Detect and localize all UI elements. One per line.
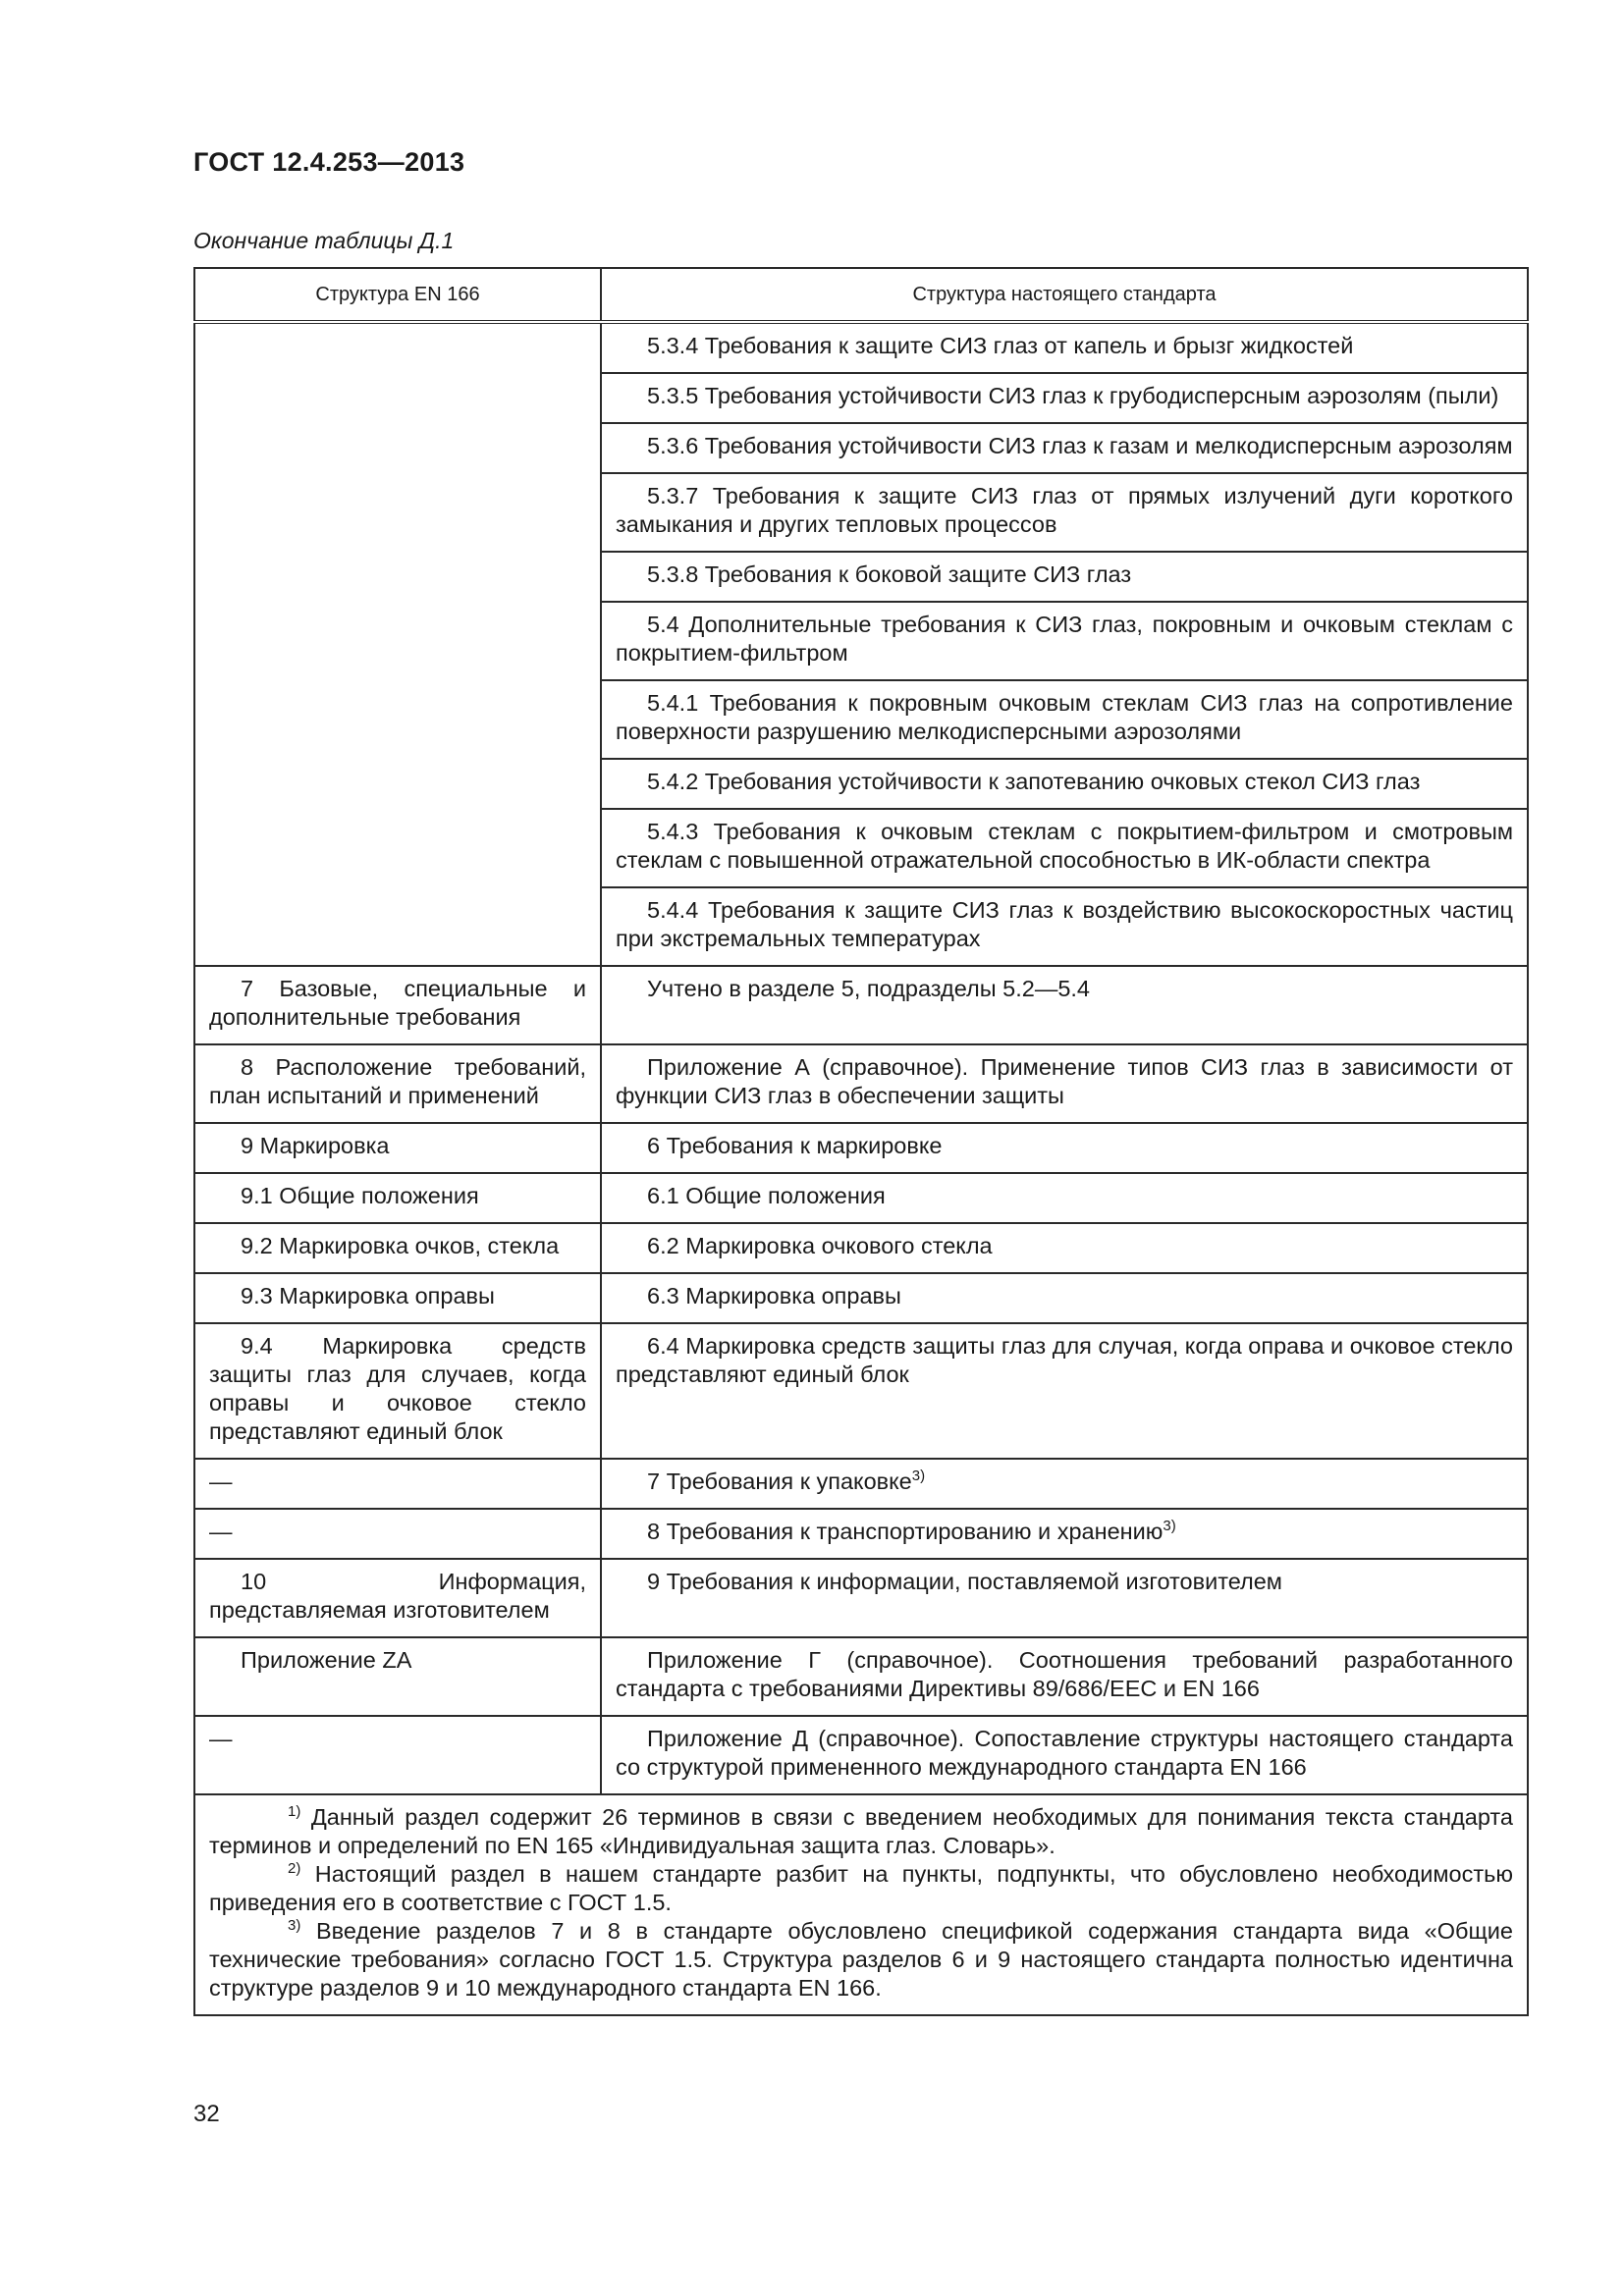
table-row — [194, 1273, 1528, 1323]
cell-5-3-4: 5.3.4 Требования к защите СИЗ глаз от капель и брызг жидкостей — [601, 322, 1528, 373]
footnotes-row — [194, 1794, 1528, 2015]
footnote-mark: 2) — [288, 1860, 301, 1877]
table-row — [194, 1223, 1528, 1273]
cell-en-10: 10 Информация, представляемая изготовителем — [194, 1559, 601, 1637]
footnote-2 — [209, 1860, 1513, 1917]
cell-std-packaging — [601, 1459, 1528, 1509]
cell-std-9-2: 6.2 Маркировка очкового стекла — [601, 1223, 1528, 1273]
table-row — [194, 1123, 1528, 1173]
table-row — [194, 1173, 1528, 1223]
cell-en-9: 9 Маркировка — [194, 1123, 601, 1173]
table-row — [194, 1637, 1528, 1716]
cell-std-9-3: 6.3 Маркировка оправы — [601, 1273, 1528, 1323]
cell-std-9: 6 Требования к маркировке — [601, 1123, 1528, 1173]
cell-5-3-6: 5.3.6 Требования устойчивости СИЗ глаз к газам и мелкодисперсным аэрозолям — [601, 423, 1528, 473]
table-row — [194, 322, 1528, 373]
document-code: ГОСТ 12.4.253—2013 — [193, 147, 465, 177]
table-row — [194, 1459, 1528, 1509]
footnote-text: Введение разделов 7 и 8 в стандарте обусловлено спецификой содержания стандарта вида «Общие технические требования» согласно ГОСТ 1.5. Структура разделов 6 и 9 настоящего стандарта полностью идентична структуре разделов 9 и 10 международного стандарта EN 166. — [209, 1918, 1513, 2001]
packaging-text: 7 Требования к упаковке — [647, 1468, 912, 1494]
table-header-row — [194, 268, 1528, 322]
cell-std-9-1: 6.1 Общие положения — [601, 1173, 1528, 1223]
footnote-3 — [209, 1917, 1513, 2002]
table-caption: Окончание таблицы Д.1 — [193, 228, 455, 253]
empty-cell — [194, 322, 601, 966]
footnotes-cell — [194, 1794, 1528, 2015]
column-header-this-standard: Структура настоящего стандарта — [601, 268, 1528, 322]
table-row — [194, 1323, 1528, 1459]
cell-5-4-4: 5.4.4 Требования к защите СИЗ глаз к воздействию высокоскоростных частиц при экстремальных температурах — [601, 887, 1528, 966]
table-row — [194, 1509, 1528, 1559]
cell-dash: — — [194, 1716, 601, 1794]
transport-text: 8 Требования к транспортированию и хранению — [647, 1519, 1164, 1544]
cell-5-3-7: 5.3.7 Требования к защите СИЗ глаз от прямых излучений дуги короткого замыкания и других тепловых процессов — [601, 473, 1528, 552]
table-row — [194, 1044, 1528, 1123]
cell-std-annex-d: Приложение Д (справочное). Сопоставление структуры настоящего стандарта со структурой примененного международного стандарта EN 166 — [601, 1716, 1528, 1794]
footnote-text: Настоящий раздел в нашем стандарте разбит на пункты, подпункты, что обусловлено необходимостью приведения его в соответствие с ГОСТ 1.5. — [209, 1861, 1513, 1915]
cell-dash: — — [194, 1459, 601, 1509]
page-number: 32 — [193, 2101, 220, 2127]
table-row — [194, 1559, 1528, 1637]
cell-en-annex-za: Приложение ZA — [194, 1637, 601, 1716]
table-row — [194, 1716, 1528, 1794]
cell-en-9-3: 9.3 Маркировка оправы — [194, 1273, 601, 1323]
footnote-mark: 3) — [288, 1917, 301, 1934]
cell-dash: — — [194, 1509, 601, 1559]
cell-en-8: 8 Расположение требований, план испытаний и применений — [194, 1044, 601, 1123]
footnote-mark: 3) — [911, 1468, 926, 1484]
cell-std-info: 9 Требования к информации, поставляемой изготовителем — [601, 1559, 1528, 1637]
footnote-text: Данный раздел содержит 26 терминов в связи с введением необходимых для понимания текста стандарта терминов и определений по EN 165 «Индивидуальная защита глаз. Словарь». — [209, 1804, 1513, 1858]
cell-std-annex-g: Приложение Г (справочное). Соотношения требований разработанного стандарта с требованиями Директивы 89/686/ЕЕС и EN 166 — [601, 1637, 1528, 1716]
comparison-table — [193, 267, 1529, 2016]
cell-std-transport — [601, 1509, 1528, 1559]
cell-std-8: Приложение А (справочное). Применение типов СИЗ глаз в зависимости от функции СИЗ глаз в обеспечении защиты — [601, 1044, 1528, 1123]
cell-en-9-4: 9.4 Маркировка средств защиты глаз для случаев, когда оправы и очковое стекло представляют единый блок — [194, 1323, 601, 1459]
cell-5-4-3: 5.4.3 Требования к очковым стеклам с покрытием-фильтром и смотровым стеклам с повышенной отражательной способностью в ИК-области спектра — [601, 809, 1528, 887]
cell-en-9-2: 9.2 Маркировка очков, стекла — [194, 1223, 601, 1273]
footnote-mark: 3) — [1163, 1518, 1176, 1534]
cell-en-9-1: 9.1 Общие положения — [194, 1173, 601, 1223]
cell-5-4-2: 5.4.2 Требования устойчивости к запотеванию очковых стекол СИЗ глаз — [601, 759, 1528, 809]
footnote-1 — [209, 1803, 1513, 1860]
cell-std-7: Учтено в разделе 5, подразделы 5.2—5.4 — [601, 966, 1528, 1044]
cell-5-3-5: 5.3.5 Требования устойчивости СИЗ глаз к грубодисперсным аэрозолям (пыли) — [601, 373, 1528, 423]
cell-5-4: 5.4 Дополнительные требования к СИЗ глаз, покровным и очковым стеклам с покрытием-фильтром — [601, 602, 1528, 680]
cell-5-3-8: 5.3.8 Требования к боковой защите СИЗ глаз — [601, 552, 1528, 602]
footnote-mark: 1) — [288, 1803, 301, 1820]
table-row — [194, 966, 1528, 1044]
column-header-en166: Структура EN 166 — [194, 268, 601, 322]
cell-std-9-4: 6.4 Маркировка средств защиты глаз для случая, когда оправа и очковое стекло представляют единый блок — [601, 1323, 1528, 1459]
cell-en-7: 7 Базовые, специальные и дополнительные требования — [194, 966, 601, 1044]
cell-5-4-1: 5.4.1 Требования к покровным очковым стеклам СИЗ глаз на сопротивление поверхности разрушению мелкодисперсными аэрозолями — [601, 680, 1528, 759]
